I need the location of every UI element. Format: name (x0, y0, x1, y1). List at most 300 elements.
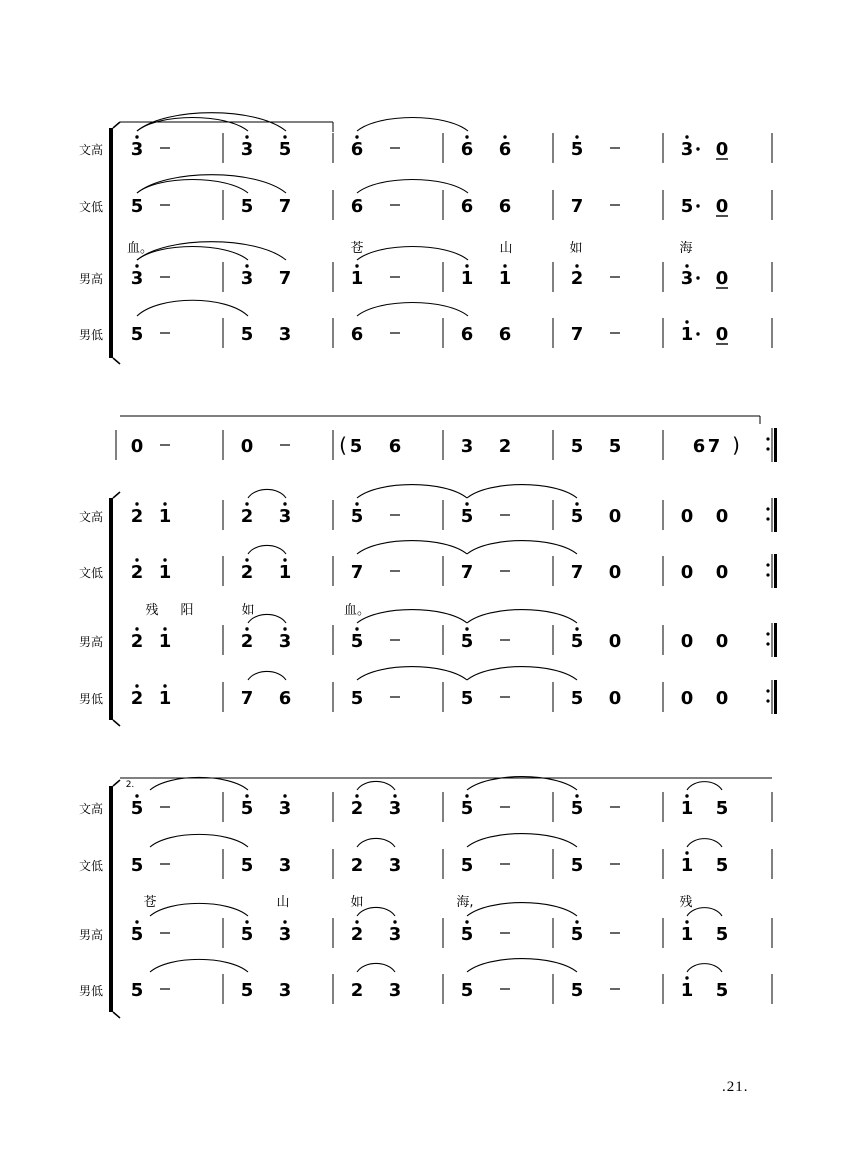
note (131, 264, 144, 289)
note-digit: 0 (608, 562, 622, 583)
note (461, 980, 474, 1001)
slur (467, 903, 577, 916)
note (716, 324, 729, 345)
note (732, 433, 740, 457)
note (461, 135, 474, 160)
octave-dot (283, 558, 286, 561)
note (461, 794, 474, 819)
note (681, 506, 694, 527)
repeat-dot (766, 699, 769, 702)
octave-dot (503, 264, 506, 267)
lyric-word: 残 (679, 895, 693, 910)
slur (137, 247, 248, 260)
lyric-word: 苍 (350, 241, 364, 256)
note-digit: 5 (278, 139, 292, 160)
voice-3 (79, 903, 772, 948)
repeat-dot (766, 517, 769, 520)
note (716, 139, 729, 160)
note (716, 268, 729, 289)
octave-dot (245, 135, 248, 138)
octave-dot (135, 794, 138, 797)
note (351, 264, 364, 289)
slur (137, 242, 286, 260)
augmentation-dot (696, 276, 699, 279)
slur (150, 777, 248, 790)
repeat-dot (766, 573, 769, 576)
note (681, 320, 700, 345)
note (241, 264, 254, 289)
note-digit: 6 (498, 324, 512, 345)
note-digit: 7 (570, 562, 584, 583)
note (708, 436, 721, 457)
note (461, 264, 474, 289)
instrumental-line (116, 428, 777, 462)
note (681, 851, 694, 876)
octave-dot (135, 684, 138, 687)
voice-2 (79, 175, 772, 220)
note (681, 976, 694, 1001)
note-digit: 0 (680, 631, 694, 652)
octave-dot (355, 135, 358, 138)
note-digit: 3 (130, 268, 144, 289)
octave-dot (163, 684, 166, 687)
note-digit: 3 (278, 506, 292, 527)
note (351, 688, 364, 709)
note-digit: 5 (570, 855, 584, 876)
voice-1 (79, 777, 772, 822)
repeat-dot (766, 447, 769, 450)
lyric-word: 血。 (126, 241, 154, 256)
note-digit: 5 (570, 139, 584, 160)
final-barline (774, 554, 777, 588)
augmentation-dot (696, 204, 699, 207)
slur (248, 545, 286, 554)
bracket-bar (109, 786, 113, 1012)
note-digit: 0 (715, 506, 729, 527)
note-digit: 0 (608, 688, 622, 709)
bracket-hook-top (113, 780, 120, 786)
slur (248, 671, 286, 680)
note-digit: 6 (460, 139, 474, 160)
note (279, 980, 292, 1001)
note (609, 688, 622, 709)
note (716, 196, 729, 217)
note (159, 684, 172, 709)
note-digit: 5 (570, 436, 584, 457)
voice-4 (79, 667, 777, 714)
octave-dot (245, 627, 248, 630)
octave-dot (465, 920, 468, 923)
note-digit: 7 (707, 436, 721, 457)
note (131, 627, 144, 652)
octave-dot (465, 794, 468, 797)
note-digit: 3 (388, 924, 402, 945)
page-number: .21. (722, 1079, 749, 1095)
paren-open: ( (339, 433, 347, 457)
note (693, 436, 706, 457)
note (131, 324, 144, 345)
note (571, 502, 584, 527)
final-barline (774, 428, 777, 462)
note-digit: 2 (240, 631, 254, 652)
note (461, 502, 474, 527)
voice-4 (79, 300, 772, 348)
lyric-word: 阳 (180, 603, 194, 618)
volta-label: 2. (125, 780, 135, 790)
note (241, 627, 254, 652)
note-digit: 2 (130, 631, 144, 652)
octave-dot (465, 264, 468, 267)
note-digit: 5 (130, 798, 144, 819)
repeat-dot (766, 642, 769, 645)
note-digit: 5 (460, 798, 474, 819)
final-barline (774, 498, 777, 532)
voice-3 (79, 242, 772, 292)
note (279, 688, 292, 709)
note-digit: 5 (130, 924, 144, 945)
octave-dot (163, 627, 166, 630)
note (241, 794, 254, 819)
note (716, 798, 729, 819)
note (241, 980, 254, 1001)
note-digit: 5 (608, 436, 622, 457)
octave-dot (135, 558, 138, 561)
octave-dot (283, 920, 286, 923)
bracket-hook-bottom (113, 720, 120, 726)
final-barline (774, 680, 777, 714)
note (351, 794, 364, 819)
slur (150, 834, 248, 847)
note-digit: 6 (498, 196, 512, 217)
note (131, 855, 144, 876)
slur (687, 964, 722, 972)
note (571, 855, 584, 876)
note-digit: 5 (240, 980, 254, 1001)
octave-dot (575, 920, 578, 923)
note-digit: 2 (130, 562, 144, 583)
note-digit: 0 (715, 688, 729, 709)
note-digit: 2 (240, 562, 254, 583)
note (279, 502, 292, 527)
octave-dot (163, 502, 166, 505)
note-digit: 1 (680, 980, 694, 1001)
note-digit: 2 (350, 980, 364, 1001)
note (461, 562, 474, 583)
note-digit: 0 (680, 506, 694, 527)
note (716, 562, 729, 583)
note-digit: 3 (278, 324, 292, 345)
note-digit: 1 (158, 688, 172, 709)
voice-label: 文高 (78, 802, 104, 816)
note-digit: 5 (240, 324, 254, 345)
note-digit: 3 (388, 798, 402, 819)
slur (357, 963, 395, 972)
bracket-hook-bottom (113, 1012, 120, 1018)
note (389, 920, 402, 945)
note (131, 436, 144, 457)
slur (467, 777, 577, 790)
note-digit: 2 (130, 506, 144, 527)
note (389, 436, 402, 457)
note-digit: 5 (240, 196, 254, 217)
octave-dot (575, 627, 578, 630)
note (681, 631, 694, 652)
bracket-hook-top (113, 122, 120, 128)
voice-label: 男高 (78, 635, 104, 649)
note (131, 684, 144, 709)
note (461, 627, 474, 652)
note-digit: 1 (158, 562, 172, 583)
note (716, 631, 729, 652)
bracket-hook-bottom (113, 358, 120, 364)
slur (357, 610, 467, 623)
octave-dot (245, 558, 248, 561)
note (681, 794, 694, 819)
note-digit: 6 (350, 324, 364, 345)
note (389, 980, 402, 1001)
octave-dot (355, 627, 358, 630)
note-digit: 5 (715, 980, 729, 1001)
note (571, 264, 584, 289)
note (571, 196, 584, 217)
note (131, 794, 144, 819)
note-digit: 2 (240, 506, 254, 527)
octave-dot (393, 920, 396, 923)
voice-4 (79, 959, 772, 1004)
note (609, 631, 622, 652)
lyrics-line (127, 241, 693, 256)
voice-label: 文低 (78, 566, 104, 580)
octave-dot (355, 502, 358, 505)
note (241, 135, 254, 160)
octave-dot (685, 851, 688, 854)
note (351, 855, 364, 876)
note (609, 506, 622, 527)
note (279, 627, 292, 652)
repeat-dot (766, 507, 769, 510)
system-3 (79, 777, 772, 1018)
octave-dot (135, 920, 138, 923)
note (339, 433, 362, 457)
note-digit: 1 (680, 855, 694, 876)
note (716, 924, 729, 945)
note-digit: 1 (158, 631, 172, 652)
system-bracket (109, 122, 120, 364)
note (499, 264, 512, 289)
voice-label: 文低 (78, 200, 104, 214)
note-digit: 5 (715, 798, 729, 819)
voice-label: 文高 (78, 510, 104, 524)
note-digit: 2 (350, 855, 364, 876)
slur (357, 180, 468, 193)
note-digit: 5 (570, 688, 584, 709)
note-digit: 0 (715, 631, 729, 652)
note-digit: 7 (278, 268, 292, 289)
note (571, 627, 584, 652)
slur (687, 839, 722, 847)
note-digit: 3 (278, 980, 292, 1001)
note-digit: 3 (240, 268, 254, 289)
note (389, 794, 402, 819)
slur (248, 489, 286, 498)
octave-dot (685, 794, 688, 797)
note-digit: 7 (460, 562, 474, 583)
note-digit: 2 (350, 798, 364, 819)
note-digit: 5 (460, 855, 474, 876)
note-digit: 6 (498, 139, 512, 160)
note (279, 855, 292, 876)
note-digit: 6 (350, 139, 364, 160)
repeat-dot (766, 689, 769, 692)
octave-dot (283, 502, 286, 505)
octave-dot (355, 264, 358, 267)
lyrics-line (143, 895, 692, 910)
note-digit: 3 (680, 268, 694, 289)
note-digit: 7 (278, 196, 292, 217)
voice-label: 文高 (78, 143, 104, 157)
note (461, 436, 474, 457)
lyric-word: 海 (679, 241, 693, 256)
slur (357, 838, 395, 847)
note-digit: 1 (680, 324, 694, 345)
note (681, 688, 694, 709)
lyric-word: 如 (350, 895, 364, 910)
slur (150, 903, 248, 916)
slur (137, 300, 248, 316)
note (351, 502, 364, 527)
note-digit: 3 (388, 855, 402, 876)
note (131, 558, 144, 583)
note-digit: 5 (460, 688, 474, 709)
octave-dot (355, 920, 358, 923)
note-digit: 5 (715, 924, 729, 945)
note (716, 980, 729, 1001)
note-digit: 5 (460, 631, 474, 652)
octave-dot (575, 135, 578, 138)
note (681, 920, 694, 945)
note (241, 502, 254, 527)
repeat-dot (766, 632, 769, 635)
note (159, 558, 172, 583)
note-digit: 1 (350, 268, 364, 289)
lyric-word: 山 (499, 241, 513, 256)
note (159, 627, 172, 652)
note (159, 502, 172, 527)
note (351, 196, 364, 217)
slur (137, 118, 248, 131)
octave-dot (135, 264, 138, 267)
note-digit: 0 (608, 506, 622, 527)
octave-dot (465, 135, 468, 138)
note-digit: 6 (278, 688, 292, 709)
note-digit: 3 (130, 139, 144, 160)
octave-dot (245, 794, 248, 797)
note (461, 920, 474, 945)
note (571, 980, 584, 1001)
note-digit: 3 (388, 980, 402, 1001)
note-digit: 3 (278, 924, 292, 945)
note-digit: 1 (278, 562, 292, 583)
note (681, 196, 700, 217)
note (461, 688, 474, 709)
note-digit: 3 (240, 139, 254, 160)
note-digit: 6 (692, 436, 706, 457)
slur (150, 959, 248, 972)
note (279, 794, 292, 819)
octave-dot (245, 264, 248, 267)
note (499, 436, 512, 457)
octave-dot (393, 794, 396, 797)
slur (357, 667, 467, 680)
repeat-dot (766, 437, 769, 440)
note (131, 135, 144, 160)
slur (137, 175, 286, 193)
note-digit: 5 (350, 688, 364, 709)
note (131, 980, 144, 1001)
note (609, 562, 622, 583)
bracket-bar (109, 128, 113, 358)
slur (467, 610, 577, 623)
note-digit: 7 (570, 196, 584, 217)
note-digit: 0 (680, 562, 694, 583)
note-digit: 5 (570, 631, 584, 652)
system-2 (79, 416, 777, 726)
note-digit: 0 (715, 196, 729, 217)
octave-dot (245, 502, 248, 505)
note-digit: 1 (680, 924, 694, 945)
octave-dot (283, 794, 286, 797)
octave-dot (355, 794, 358, 797)
note (681, 562, 694, 583)
bracket-hook-top (113, 492, 120, 498)
note (716, 688, 729, 709)
system-bracket (109, 780, 120, 1018)
note (609, 436, 622, 457)
slur (137, 180, 248, 193)
voice-label: 男高 (78, 272, 104, 286)
lyric-word: 如 (241, 603, 255, 618)
lyric-word: 海, (456, 895, 474, 910)
octave-dot (685, 976, 688, 979)
octave-dot (135, 627, 138, 630)
voice-label: 男低 (78, 328, 104, 342)
note (131, 502, 144, 527)
note (351, 135, 364, 160)
note-digit: 5 (130, 196, 144, 217)
note-digit: 1 (158, 506, 172, 527)
note-digit: 5 (240, 855, 254, 876)
note-digit: 1 (460, 268, 474, 289)
note (499, 135, 512, 160)
note (571, 135, 584, 160)
note (571, 562, 584, 583)
note-digit: 5 (460, 924, 474, 945)
slur (357, 485, 467, 498)
note-digit: 2 (350, 924, 364, 945)
note (461, 196, 474, 217)
note (571, 794, 584, 819)
note-digit: 5 (240, 798, 254, 819)
octave-dot (135, 135, 138, 138)
octave-dot (685, 135, 688, 138)
note-digit: 1 (680, 798, 694, 819)
note (681, 135, 700, 160)
note-digit: 6 (388, 436, 402, 457)
note (279, 268, 292, 289)
note (681, 264, 700, 289)
note (241, 688, 254, 709)
note-digit: 5 (680, 196, 694, 217)
